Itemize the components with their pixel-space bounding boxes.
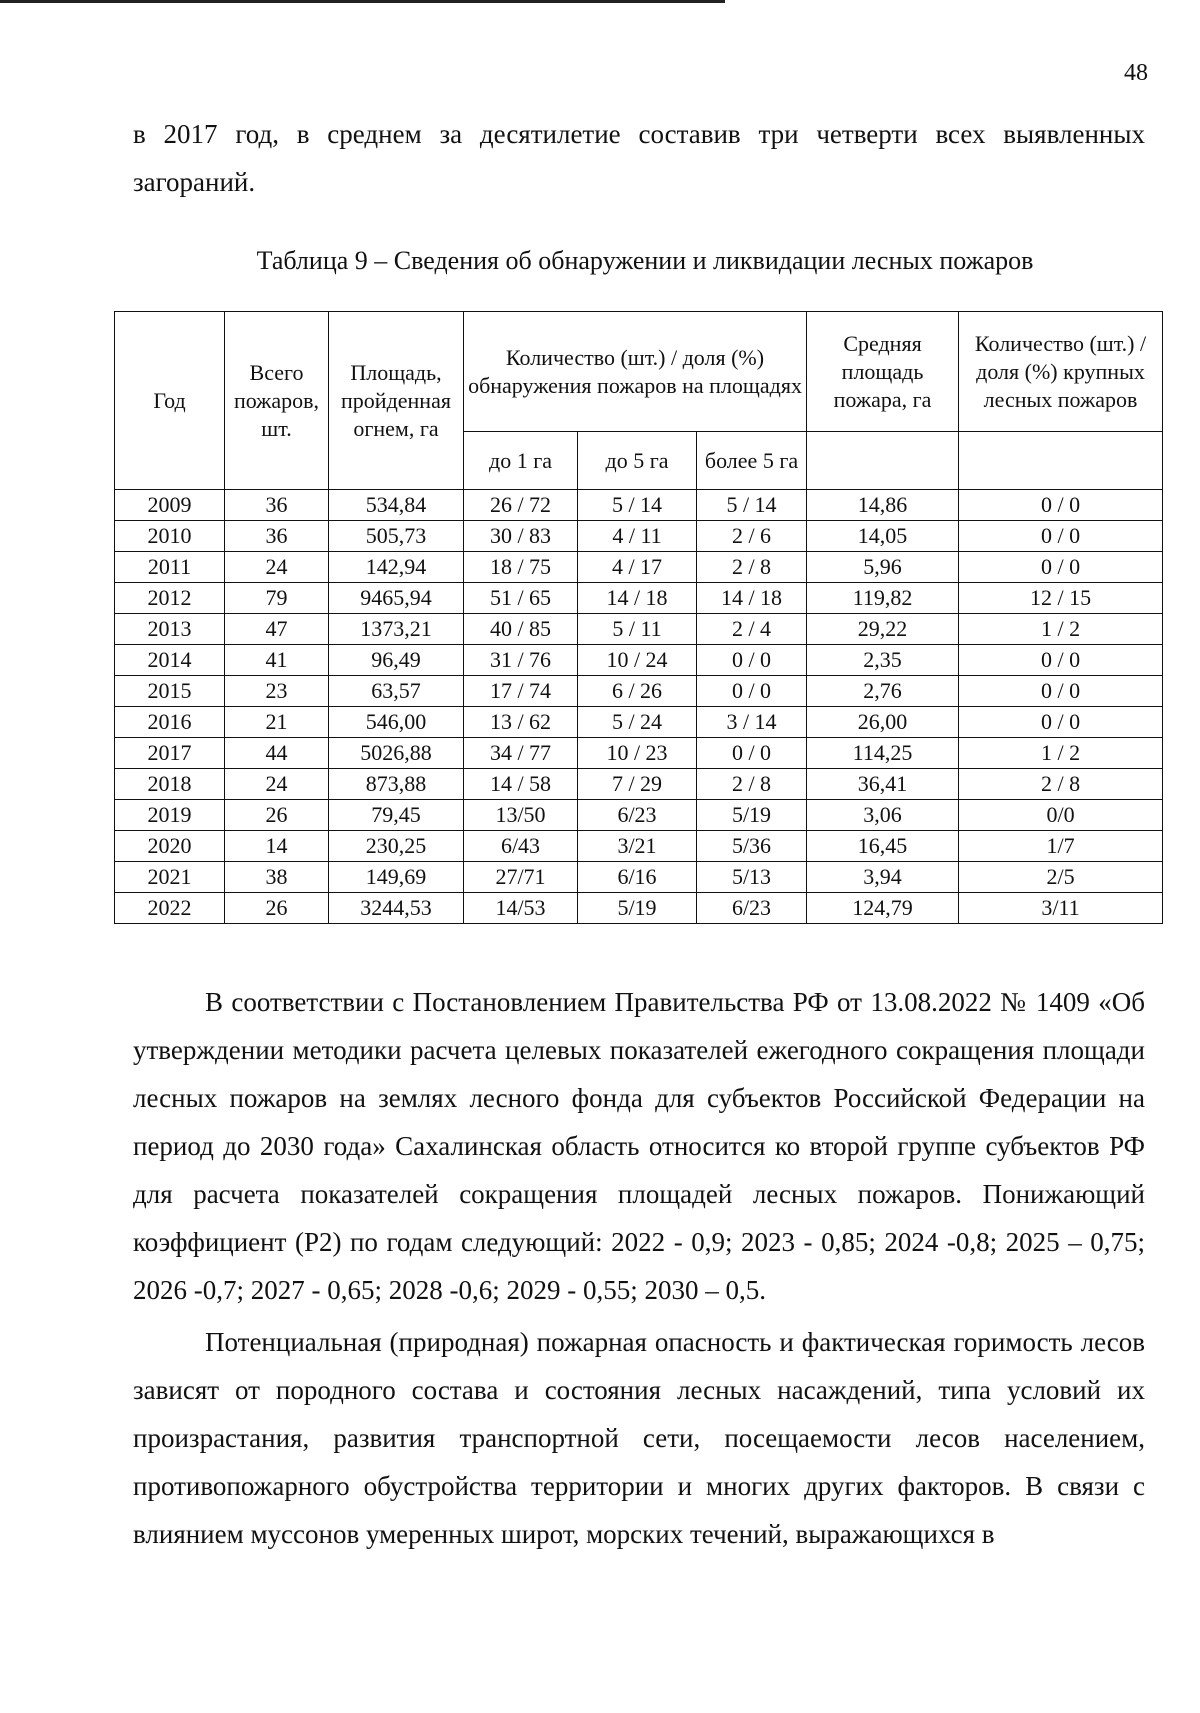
cell-total: 79 bbox=[225, 583, 329, 614]
cell-year: 2020 bbox=[115, 831, 225, 862]
cell-avg-area: 29,22 bbox=[807, 614, 959, 645]
cell-avg-area: 2,35 bbox=[807, 645, 959, 676]
cell-avg-area: 26,00 bbox=[807, 707, 959, 738]
paragraph-regulation: В соответствии с Постановлением Правительства РФ от 13.08.2022 № 1409 «Об утверждении методики расчета целевых показателей ежегодного сокращения площади лесных пожаров на землях лесного фонда для субъектов Российской Федерации на период до 2030 года» Сахалинская область относится ко второй группе субъектов РФ для расчета показателей сокращения площадей лесных пожаров. Понижающий коэффициент (Р2) по годам следующий: 2022 - 0,9; 2023 - 0,85; 2024 -0,8; 2025 – 0,75; 2026 -0,7; 2027 - 0,65; 2028 -0,6; 2029 - 0,55; 2030 – 0,5. bbox=[133, 987, 1145, 1305]
cell-up-to-5ha: 14 / 18 bbox=[578, 583, 697, 614]
cell-year: 2014 bbox=[115, 645, 225, 676]
cell-large-fires: 3/11 bbox=[959, 893, 1163, 924]
cell-avg-area: 3,94 bbox=[807, 862, 959, 893]
cell-up-to-1ha: 14/53 bbox=[464, 893, 578, 924]
table-body bbox=[115, 490, 1163, 924]
cell-over-5ha: 5/36 bbox=[697, 831, 807, 862]
cell-up-to-5ha: 4 / 17 bbox=[578, 552, 697, 583]
cell-large-fires: 0 / 0 bbox=[959, 490, 1163, 521]
table-row bbox=[115, 862, 1163, 893]
cell-area: 546,00 bbox=[329, 707, 464, 738]
cell-area: 873,88 bbox=[329, 769, 464, 800]
header-sub-1ha: до 1 га bbox=[464, 432, 578, 490]
cell-area: 149,69 bbox=[329, 862, 464, 893]
table-row bbox=[115, 521, 1163, 552]
cell-area: 3244,53 bbox=[329, 893, 464, 924]
cell-area: 1373,21 bbox=[329, 614, 464, 645]
cell-up-to-5ha: 5 / 14 bbox=[578, 490, 697, 521]
cell-total: 41 bbox=[225, 645, 329, 676]
cell-avg-area: 16,45 bbox=[807, 831, 959, 862]
cell-large-fires: 2/5 bbox=[959, 862, 1163, 893]
cell-over-5ha: 2 / 6 bbox=[697, 521, 807, 552]
table-row bbox=[115, 552, 1163, 583]
table-caption: Таблица 9 – Сведения об обнаружении и ликвидации лесных пожаров bbox=[256, 246, 1034, 275]
cell-avg-area: 5,96 bbox=[807, 552, 959, 583]
cell-up-to-5ha: 7 / 29 bbox=[578, 769, 697, 800]
cell-large-fires: 0 / 0 bbox=[959, 552, 1163, 583]
table-row bbox=[115, 490, 1163, 521]
cell-large-fires: 0/0 bbox=[959, 800, 1163, 831]
cell-over-5ha: 5 / 14 bbox=[697, 490, 807, 521]
page-number: 48 bbox=[1124, 60, 1148, 86]
cell-avg-area: 114,25 bbox=[807, 738, 959, 769]
cell-area: 63,57 bbox=[329, 676, 464, 707]
cell-large-fires: 0 / 0 bbox=[959, 645, 1163, 676]
header-total: Всего пожаров, шт. bbox=[225, 312, 329, 490]
cell-up-to-5ha: 6/16 bbox=[578, 862, 697, 893]
table-row bbox=[115, 738, 1163, 769]
cell-total: 47 bbox=[225, 614, 329, 645]
cell-large-fires: 1 / 2 bbox=[959, 614, 1163, 645]
cell-up-to-1ha: 34 / 77 bbox=[464, 738, 578, 769]
cell-over-5ha: 2 / 8 bbox=[697, 769, 807, 800]
cell-area: 505,73 bbox=[329, 521, 464, 552]
cell-up-to-1ha: 27/71 bbox=[464, 862, 578, 893]
cell-large-fires: 0 / 0 bbox=[959, 521, 1163, 552]
cell-avg-area: 14,05 bbox=[807, 521, 959, 552]
cell-area: 534,84 bbox=[329, 490, 464, 521]
cell-year: 2022 bbox=[115, 893, 225, 924]
cell-up-to-1ha: 51 / 65 bbox=[464, 583, 578, 614]
cell-avg-area: 3,06 bbox=[807, 800, 959, 831]
cell-over-5ha: 5/13 bbox=[697, 862, 807, 893]
cell-up-to-5ha: 6/23 bbox=[578, 800, 697, 831]
cell-year: 2021 bbox=[115, 862, 225, 893]
cell-up-to-1ha: 13 / 62 bbox=[464, 707, 578, 738]
cell-up-to-1ha: 31 / 76 bbox=[464, 645, 578, 676]
paragraph-fire-danger: Потенциальная (природная) пожарная опасность и фактическая горимость лесов зависят от породного состава и состояния лесных насаждений, типа условий их произрастания, развития транспортной сети, посещаемости лесов населением, противопожарного обустройства территории и многих других факторов. В связи с влиянием муссонов умеренных широт, морских течений, выражающихся в bbox=[133, 1327, 1145, 1549]
cell-up-to-1ha: 14 / 58 bbox=[464, 769, 578, 800]
cell-year: 2017 bbox=[115, 738, 225, 769]
cell-over-5ha: 0 / 0 bbox=[697, 645, 807, 676]
header-count-group: Количество (шт.) / доля (%) обнаружения пожаров на площадях bbox=[464, 312, 807, 432]
cell-up-to-5ha: 3/21 bbox=[578, 831, 697, 862]
table-row bbox=[115, 893, 1163, 924]
cell-area: 79,45 bbox=[329, 800, 464, 831]
table-row bbox=[115, 614, 1163, 645]
cell-over-5ha: 2 / 8 bbox=[697, 552, 807, 583]
cell-up-to-1ha: 13/50 bbox=[464, 800, 578, 831]
table-row bbox=[115, 676, 1163, 707]
table-row bbox=[115, 645, 1163, 676]
cell-large-fires: 2 / 8 bbox=[959, 769, 1163, 800]
table-row bbox=[115, 800, 1163, 831]
table-row bbox=[115, 707, 1163, 738]
cell-year: 2019 bbox=[115, 800, 225, 831]
header-year: Год bbox=[115, 312, 225, 490]
header-large-blank bbox=[959, 432, 1163, 490]
cell-up-to-1ha: 26 / 72 bbox=[464, 490, 578, 521]
cell-large-fires: 1/7 bbox=[959, 831, 1163, 862]
header-avg-area: Средняя площадь пожара, га bbox=[807, 312, 959, 432]
table-row bbox=[115, 583, 1163, 614]
cell-avg-area: 2,76 bbox=[807, 676, 959, 707]
header-sub-more5ha: более 5 га bbox=[697, 432, 807, 490]
cell-area: 9465,94 bbox=[329, 583, 464, 614]
cell-over-5ha: 3 / 14 bbox=[697, 707, 807, 738]
cell-up-to-1ha: 6/43 bbox=[464, 831, 578, 862]
cell-year: 2013 bbox=[115, 614, 225, 645]
cell-year: 2016 bbox=[115, 707, 225, 738]
cell-over-5ha: 5/19 bbox=[697, 800, 807, 831]
cell-large-fires: 1 / 2 bbox=[959, 738, 1163, 769]
cell-large-fires: 0 / 0 bbox=[959, 676, 1163, 707]
cell-avg-area: 119,82 bbox=[807, 583, 959, 614]
cell-total: 23 bbox=[225, 676, 329, 707]
header-avg-area-blank bbox=[807, 432, 959, 490]
cell-year: 2009 bbox=[115, 490, 225, 521]
cell-avg-area: 36,41 bbox=[807, 769, 959, 800]
cell-total: 14 bbox=[225, 831, 329, 862]
cell-year: 2011 bbox=[115, 552, 225, 583]
cell-year: 2010 bbox=[115, 521, 225, 552]
cell-area: 142,94 bbox=[329, 552, 464, 583]
cell-up-to-5ha: 5 / 24 bbox=[578, 707, 697, 738]
table-row bbox=[115, 769, 1163, 800]
cell-over-5ha: 14 / 18 bbox=[697, 583, 807, 614]
cell-up-to-1ha: 17 / 74 bbox=[464, 676, 578, 707]
cell-total: 26 bbox=[225, 893, 329, 924]
cell-up-to-5ha: 6 / 26 bbox=[578, 676, 697, 707]
cell-avg-area: 124,79 bbox=[807, 893, 959, 924]
cell-total: 36 bbox=[225, 490, 329, 521]
cell-up-to-5ha: 10 / 24 bbox=[578, 645, 697, 676]
top-rule bbox=[0, 0, 725, 3]
paragraph-top: в 2017 год, в среднем за десятилетие составив три четверти всех выявленных загораний. bbox=[133, 119, 1145, 197]
header-large: Количество (шт.) / доля (%) крупных лесных пожаров bbox=[959, 312, 1163, 432]
header-area: Площадь, пройденная огнем, га bbox=[329, 312, 464, 490]
cell-over-5ha: 6/23 bbox=[697, 893, 807, 924]
cell-total: 38 bbox=[225, 862, 329, 893]
cell-total: 44 bbox=[225, 738, 329, 769]
cell-over-5ha: 0 / 0 bbox=[697, 738, 807, 769]
header-sub-5ha: до 5 га bbox=[578, 432, 697, 490]
cell-up-to-5ha: 5 / 11 bbox=[578, 614, 697, 645]
cell-up-to-1ha: 18 / 75 bbox=[464, 552, 578, 583]
cell-up-to-5ha: 5/19 bbox=[578, 893, 697, 924]
cell-total: 21 bbox=[225, 707, 329, 738]
cell-over-5ha: 2 / 4 bbox=[697, 614, 807, 645]
cell-total: 24 bbox=[225, 552, 329, 583]
cell-avg-area: 14,86 bbox=[807, 490, 959, 521]
cell-over-5ha: 0 / 0 bbox=[697, 676, 807, 707]
cell-large-fires: 0 / 0 bbox=[959, 707, 1163, 738]
cell-year: 2015 bbox=[115, 676, 225, 707]
cell-total: 26 bbox=[225, 800, 329, 831]
fires-table bbox=[114, 311, 1163, 924]
table-row bbox=[115, 831, 1163, 862]
cell-large-fires: 12 / 15 bbox=[959, 583, 1163, 614]
cell-up-to-1ha: 30 / 83 bbox=[464, 521, 578, 552]
cell-total: 24 bbox=[225, 769, 329, 800]
cell-area: 5026,88 bbox=[329, 738, 464, 769]
cell-year: 2018 bbox=[115, 769, 225, 800]
cell-up-to-5ha: 4 / 11 bbox=[578, 521, 697, 552]
cell-area: 230,25 bbox=[329, 831, 464, 862]
cell-up-to-1ha: 40 / 85 bbox=[464, 614, 578, 645]
cell-up-to-5ha: 10 / 23 bbox=[578, 738, 697, 769]
cell-total: 36 bbox=[225, 521, 329, 552]
cell-year: 2012 bbox=[115, 583, 225, 614]
cell-area: 96,49 bbox=[329, 645, 464, 676]
